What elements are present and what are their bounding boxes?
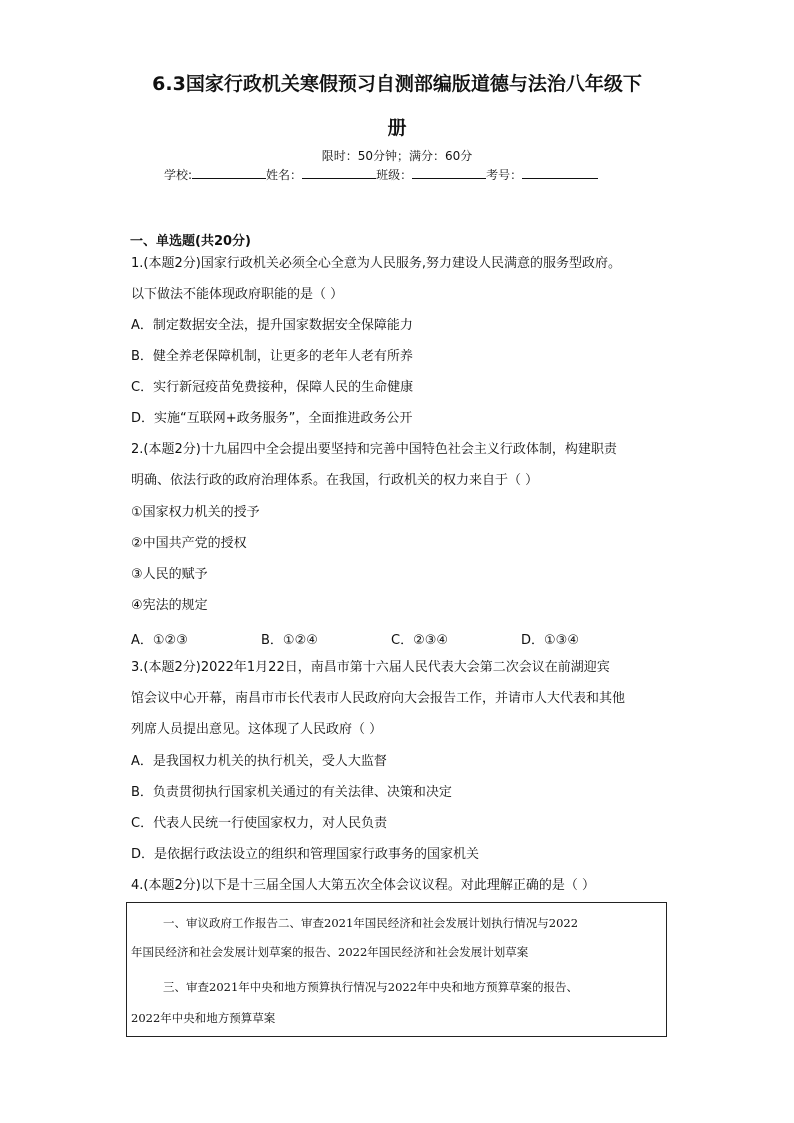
q3-option-d[interactable]: D．是依据行政法设立的组织和管理国家行政事务的国家机关: [131, 847, 480, 862]
page-title: 6.3国家行政机关寒假预习自测部编版道德与法治八年级下: [152, 73, 642, 95]
q1-option-c[interactable]: C．实行新冠疫苗免费接种，保障人民的生命健康: [131, 380, 414, 395]
q3-option-c[interactable]: C．代表人民统一行使国家权力，对人民负责: [131, 816, 388, 831]
q3-stem-line-2: 馆会议中心开幕，南昌市市长代表市人民政府向大会报告工作，并请市人大代表和其他: [131, 691, 626, 706]
q2-statement-4: ④宪法的规定: [131, 598, 208, 613]
q2-stem-line-1: 2.(本题2分)十九届四中全会提出要坚持和完善中国特色社会主义行政体制，构建职责: [131, 442, 617, 457]
number-blank[interactable]: [522, 166, 598, 179]
q2-option-a[interactable]: A．①②③: [131, 633, 188, 648]
q1-option-b[interactable]: B．健全养老保障机制，让更多的老年人老有所养: [131, 349, 413, 364]
q1-option-a[interactable]: A．制定数据安全法，提升国家数据安全保障能力: [131, 318, 413, 333]
q3-stem-line-1: 3.(本题2分)2022年1月22日，南昌市第十六届人民代表大会第二次会议在前湖迎宾: [131, 660, 610, 675]
q4-stem: 4.(本题2分)以下是十三届全国人大第五次全体会议议程。对此理解正确的是（ ）: [131, 878, 595, 893]
agenda-line-2: 年国民经济和社会发展计划草案的报告、2022年国民经济和社会发展计划草案: [131, 945, 529, 959]
section-heading: 一、单选题(共20分): [130, 234, 251, 249]
q1-stem-line-2: 以下做法不能体现政府职能的是（ ）: [131, 287, 344, 302]
q2-stem-line-2: 明确、依法行政的政府治理体系。在我国，行政机关的权力来自于（ ）: [131, 473, 539, 488]
q3-option-a[interactable]: A．是我国权力机关的执行机关，受人大监督: [131, 754, 387, 769]
agenda-box: [126, 902, 667, 1037]
q2-statement-2: ②中国共产党的授权: [131, 536, 247, 551]
q1-stem-line-1: 1.(本题2分)国家行政机关必须全心全意为人民服务,努力建设人民满意的服务型政府。: [131, 256, 621, 271]
q3-stem-line-3: 列席人员提出意见。这体现了人民政府（ ）: [131, 722, 383, 737]
class-blank[interactable]: [412, 166, 486, 179]
school-label: 学校:: [164, 168, 193, 182]
agenda-line-4: 2022年中央和地方预算草案: [131, 1011, 276, 1025]
school-blank[interactable]: [192, 166, 266, 179]
agenda-line-1: 一、审议政府工作报告二、审查2021年国民经济和社会发展计划执行情况与2022: [163, 916, 579, 930]
number-label: 考号：: [486, 168, 523, 182]
class-label: 班级：: [376, 168, 413, 182]
q2-option-d[interactable]: D．①③④: [521, 633, 579, 648]
q3-option-b[interactable]: B．负责贯彻执行国家机关通过的有关法律、决策和决定: [131, 785, 452, 800]
student-info-fields: [164, 166, 598, 183]
q2-option-b[interactable]: B．①②④: [261, 633, 318, 648]
q2-options: [131, 629, 651, 648]
name-blank[interactable]: [302, 166, 376, 179]
agenda-line-3: 三、审查2021年中央和地方预算执行情况与2022年中央和地方预算草案的报告、: [163, 980, 579, 994]
q1-option-d[interactable]: D．实施“互联网+政务服务”，全面推进政务公开: [131, 411, 413, 426]
q2-statement-3: ③人民的赋予: [131, 567, 208, 582]
q2-option-c[interactable]: C．②③④: [391, 633, 449, 648]
exam-time-score: 限时：50分钟；满分：60分: [321, 149, 473, 163]
q2-statement-1: ①国家权力机关的授予: [131, 505, 260, 520]
page-title-continued: 册: [387, 117, 407, 139]
name-label: 姓名：: [266, 168, 303, 182]
